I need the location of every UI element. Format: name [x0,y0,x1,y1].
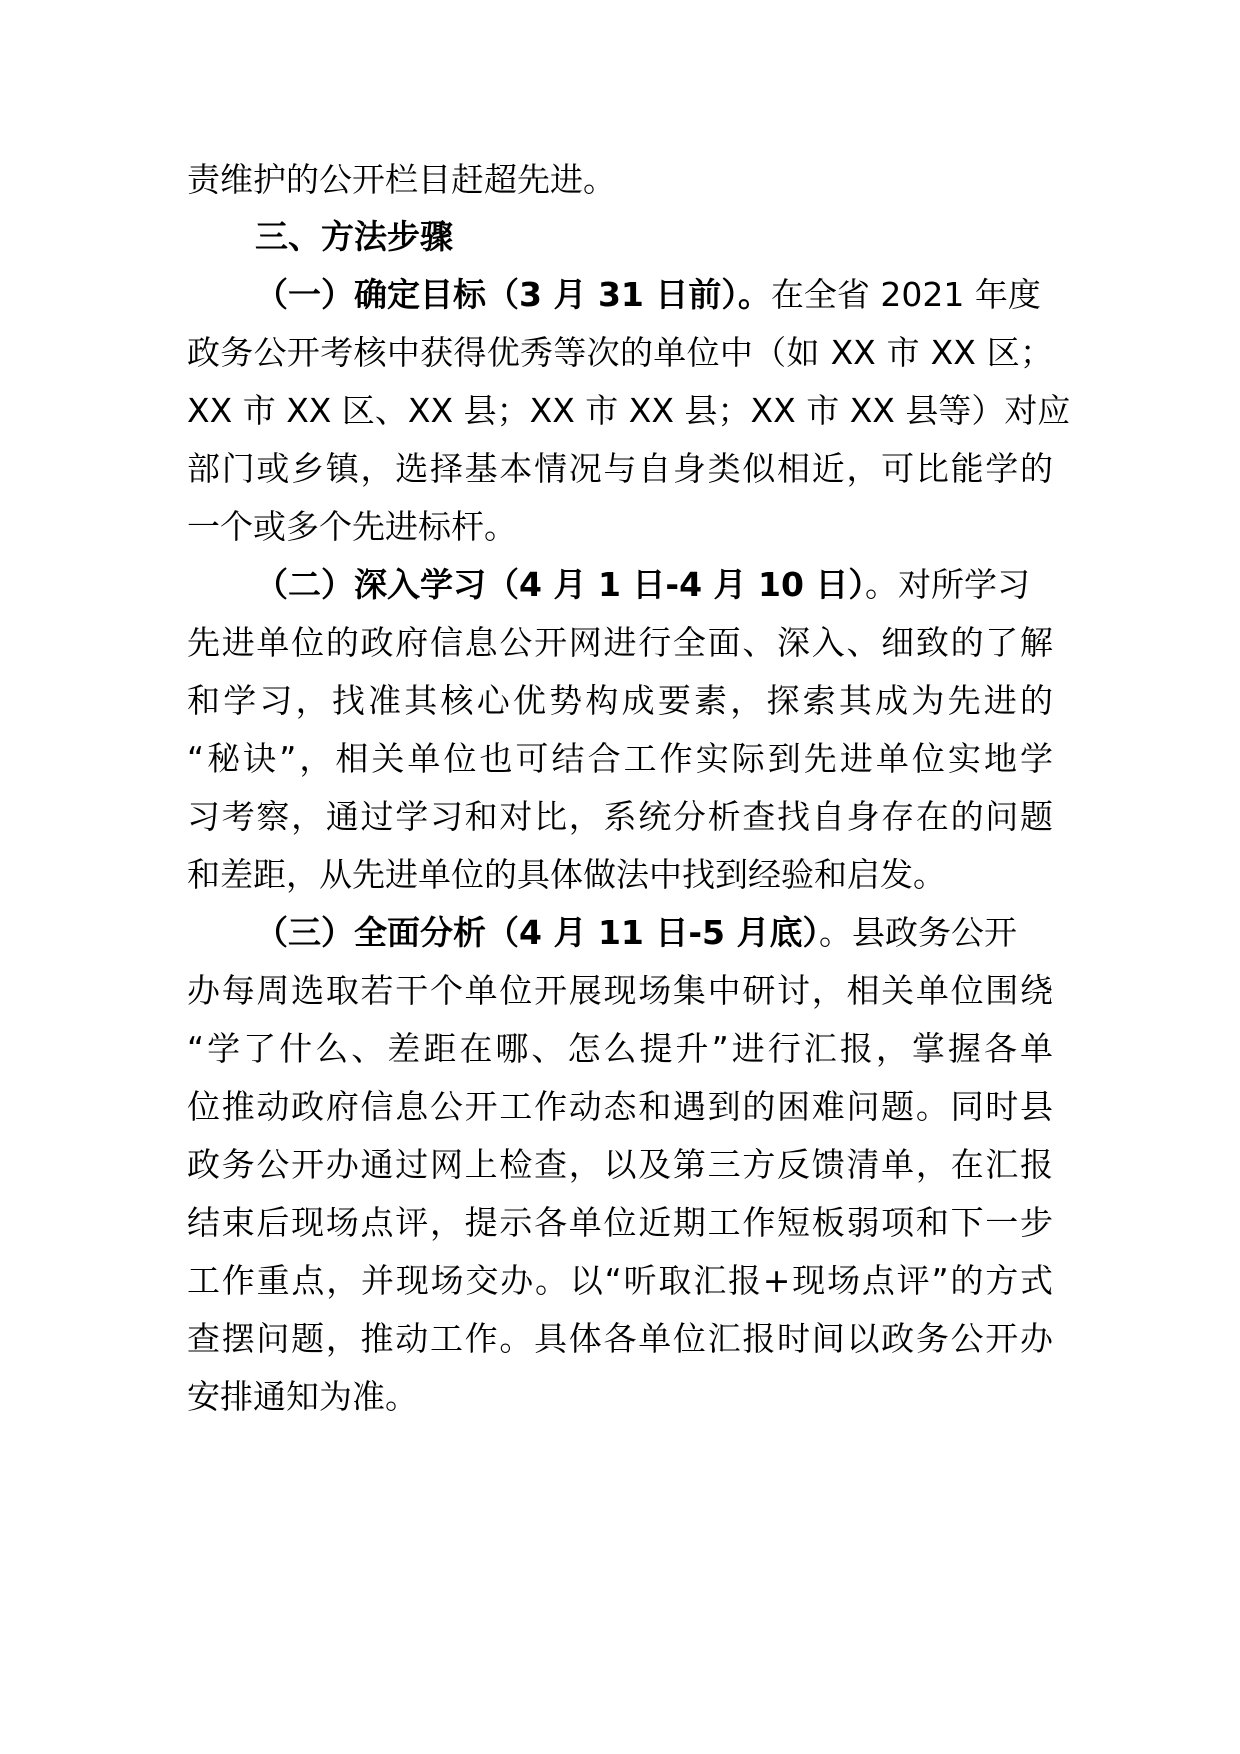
paragraph-line [187,1377,418,1416]
step-1-line-4: 一个或多个先进标杆。 [187,507,517,546]
paragraph-line [187,333,1053,372]
step-2-line-0: 。对所学习 [864,565,1030,604]
step-1-line-3: 部门或乡镇，选择基本情况与自身类似相近，可比能学的 [187,449,1053,488]
step-3-line-3: 位推动政府信息公开工作动态和遇到的困难问题。同时县 [187,1087,1053,1126]
step-2-line-5: 和差距，从先进单位的具体做法中找到经验和启发。 [187,855,946,894]
paragraph-line [187,1145,1053,1184]
paragraph-line [187,1203,1053,1242]
paragraph-line [187,797,1053,836]
paragraph-line [187,1261,1053,1300]
step-3-line-1: 办每周选取若干个单位开展现场集中研讨，相关单位围绕 [187,971,1053,1010]
section-heading: 三、方法步骤 [255,217,453,256]
step-3-line-8: 安排通知为准。 [187,1377,418,1416]
step-3-first-line [255,913,1017,952]
step-2-line-4: 习考察，通过学习和对比，系统分析查找自身存在的问题 [187,797,1053,836]
paragraph-line [187,1087,1053,1126]
step-2-title: （二）深入学习（4 月 1 日-4 月 10 日） [255,565,865,604]
paragraph-line [187,1319,1053,1358]
paragraph-line [187,739,1053,778]
paragraph-line [187,507,517,546]
step-3-line-2: “学了什么、差距在哪、怎么提升”进行汇报，掌握各单 [187,1029,1053,1068]
step-3-title: （三）全面分析（4 月 11 日-5 月底） [255,913,819,952]
paragraph-line [187,160,616,199]
paragraph-line [187,391,1071,430]
step-3-line-7: 查摆问题，推动工作。具体各单位汇报时间以政务公开办 [187,1319,1053,1358]
step-2-line-3: “秘诀”，相关单位也可结合工作实际到先进单位实地学 [187,739,1053,778]
step-3-line-6: 工作重点，并现场交办。以“听取汇报+现场点评”的方式 [187,1261,1053,1300]
paragraph-line [187,623,1053,662]
step-2-first-line [255,565,1030,604]
step-2-line-2: 和学习，找准其核心优势构成要素，探索其成为先进的 [187,681,1053,720]
step-2-line-1: 先进单位的政府信息公开网进行全面、深入、细致的了解 [187,623,1053,662]
step-1-line-0: 在全省 2021 年度 [770,275,1041,314]
step-1-line-1: 政务公开考核中获得优秀等次的单位中（如 XX 市 XX 区； [187,333,1053,372]
step-3-line-4: 政务公开办通过网上检查，以及第三方反馈清单，在汇报 [187,1145,1053,1184]
paragraph-line [187,971,1053,1010]
paragraph-line [187,855,946,894]
step-3-line-5: 结束后现场点评，提示各单位近期工作短板弱项和下一步 [187,1203,1053,1242]
step-1-title: （一）确定目标（3 月 31 日前）。 [255,275,771,314]
step-1-line-2: XX 市 XX 区、XX 县；XX 市 XX 县；XX 市 XX 县等）对应 [187,391,1071,430]
intro-tail-text: 责维护的公开栏目赶超先进。 [187,160,616,199]
paragraph-line [187,1029,1053,1068]
step-1-first-line [255,275,1053,314]
paragraph-line [187,681,1053,720]
step-3-line-0: 。县政务公开 [819,913,1017,952]
paragraph-line [187,449,1053,488]
